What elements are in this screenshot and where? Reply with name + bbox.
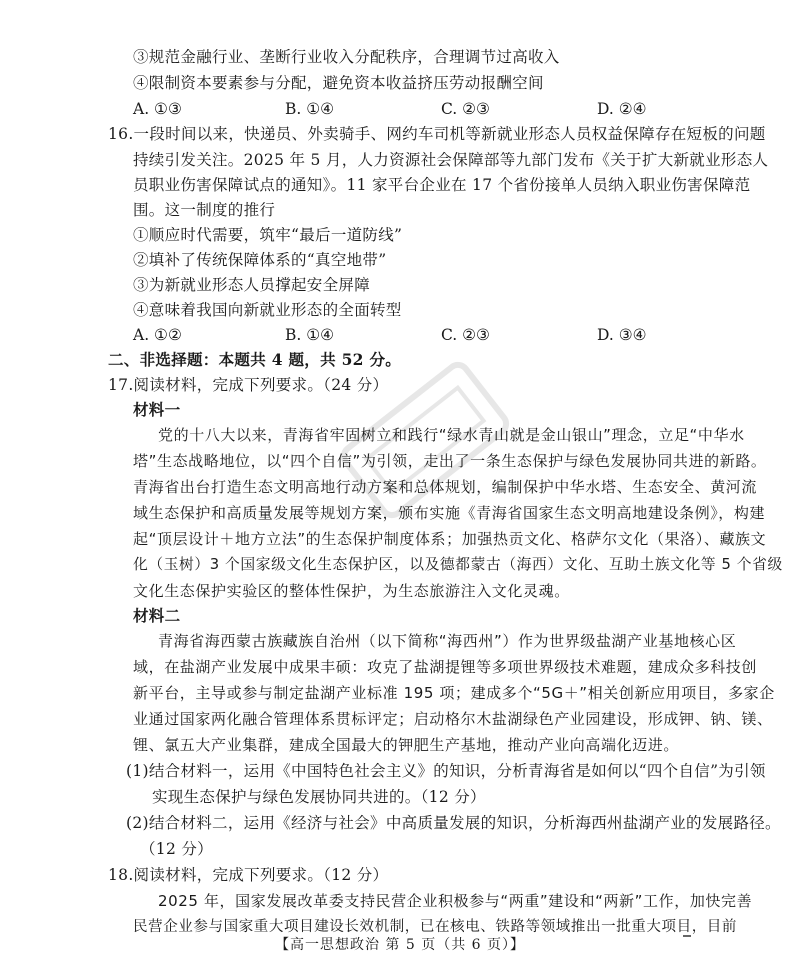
material-2-label: 材料二 xyxy=(133,606,181,625)
q15-item-3: ③规范金融行业、垄断行业收入分配秩序，合理调节过高收入 xyxy=(133,48,560,66)
material-1-line: 起“顶层设计＋地方立法”的生态保护制度体系；加强热贡文化、格萨尔文化（果洛）、藏族文 xyxy=(133,530,767,548)
edge-mark xyxy=(683,935,691,937)
q16-item-4: ④意味着我国向新就业形态的全面转型 xyxy=(133,301,402,319)
q16-option-a: A. ①② xyxy=(133,326,182,344)
q17-sub-question-1: (1)结合材料一，运用《中国特色社会主义》的知识，分析青海省是如何以“四个自信”为引领 xyxy=(126,762,766,780)
q15-option-d: D. ②④ xyxy=(597,100,647,118)
q18-title: 18.阅读材料，完成下列要求。（12 分） xyxy=(108,866,389,884)
q17-sub-question-1-cont: 实现生态保护与绿色发展协同共进的。（12 分） xyxy=(152,788,486,806)
material-2-line: 业通过国家两化融合管理体系贯标评定；启动格尔木盐湖绿色产业园建设，形成钾、钠、镁、 xyxy=(133,710,773,728)
material-1-line: 域生态保护和高质量发展等规划方案，颁布实施《青海省国家生态文明高地建设条例》，构建 xyxy=(133,504,766,522)
q16-stem-line: 员职业伤害保障试点的通知》。11 家平台企业在 17 个省份接单人员纳入职业伤害保障范 xyxy=(133,176,751,194)
q16-stem-line: 16.一段时间以来，快递员、外卖骑手、网约车司机等新就业形态人员权益保障存在短板的问题 xyxy=(108,125,766,143)
material-2-line: 新平台，主导或参与制定盐湖产业标准 195 项；建成多个“5G＋”相关创新应用项目，多家企 xyxy=(133,684,775,702)
q16-item-2: ②填补了传统保障体系的“真空地带” xyxy=(133,251,387,269)
q15-option-b: B. ①④ xyxy=(285,100,335,118)
q16-stem-line: 围。这一制度的推行 xyxy=(133,201,276,219)
material-2-line: 青海省海西蒙古族藏族自治州（以下简称“海西州”）作为世界级盐湖产业基地核心区 xyxy=(158,632,737,650)
q15-option-a: A. ①③ xyxy=(133,100,182,118)
q18-material-line: 民营企业参与国家重大项目建设长效机制，已在核电、铁路等领域推出一批重大项目，目前 xyxy=(133,919,737,935)
q17-sub-question-2-cont: （12 分） xyxy=(140,840,213,858)
material-1-line: 党的十八大以来，青海省牢固树立和践行“绿水青山就是金山银山”理念，立足“中华水 xyxy=(158,426,745,444)
material-1-line: 化（玉树）3 个国家级文化生态保护区，以及德都蒙古（海西）文化、互助土族文化等 5 个省级 xyxy=(133,556,783,573)
q16-item-1: ①顺应时代需要，筑牢“最后一道防线” xyxy=(133,226,403,244)
q15-item-4: ④限制资本要素参与分配，避免资本收益挤压劳动报酬空间 xyxy=(133,74,544,92)
material-2-line: 锂、氯五大产业集群，建成全国最大的钾肥生产基地，推动产业向高端化迈进。 xyxy=(133,736,680,754)
q16-stem-line: 持续引发关注。2025 年 5 月，人力资源社会保障部等九部门发布《关于扩大新就业形态人 xyxy=(133,151,769,169)
material-2-line: 域，在盐湖产业发展中成果丰硕：攻克了盐湖提锂等多项世界级技术难题，建成众多科技创 xyxy=(133,658,758,676)
q16-option-c: C. ②③ xyxy=(441,326,490,344)
q18-material-line: 2025 年，国家发展改革委支持民营企业积极参与“两重”建设和“两新”工作，加快完善 xyxy=(158,892,753,910)
material-1-line: 青海省出台打造生态文明高地行动方案和总体规划，编制保护中华水塔、生态安全、黄河流 xyxy=(133,478,758,496)
page-footer: 【高一思想政治 第 5 页（共 6 页）】 xyxy=(274,937,526,953)
material-1-line: 塔”生态战略地位，以“四个自信”为引领，走出了一条生态保护与绿色发展协同共进的新路。 xyxy=(133,452,767,470)
section-2-title: 二、非选择题：本题共 4 题，共 52 分。 xyxy=(108,350,402,369)
q17-sub-question-2: (2)结合材料二，运用《经济与社会》中高质量发展的知识，分析海西州盐湖产业的发展路径。 xyxy=(126,814,781,832)
q15-option-c: C. ②③ xyxy=(441,100,490,118)
q16-option-b: B. ①④ xyxy=(285,326,335,344)
material-1-label: 材料一 xyxy=(133,400,181,419)
q17-title: 17.阅读材料，完成下列要求。（24 分） xyxy=(108,376,389,394)
q16-option-d: D. ③④ xyxy=(597,326,647,344)
q16-item-3: ③为新就业形态人员撑起安全屏障 xyxy=(133,276,371,294)
material-1-line: 文化生态保护实验区的整体性保护，为生态旅游注入文化灵魂。 xyxy=(133,582,570,600)
